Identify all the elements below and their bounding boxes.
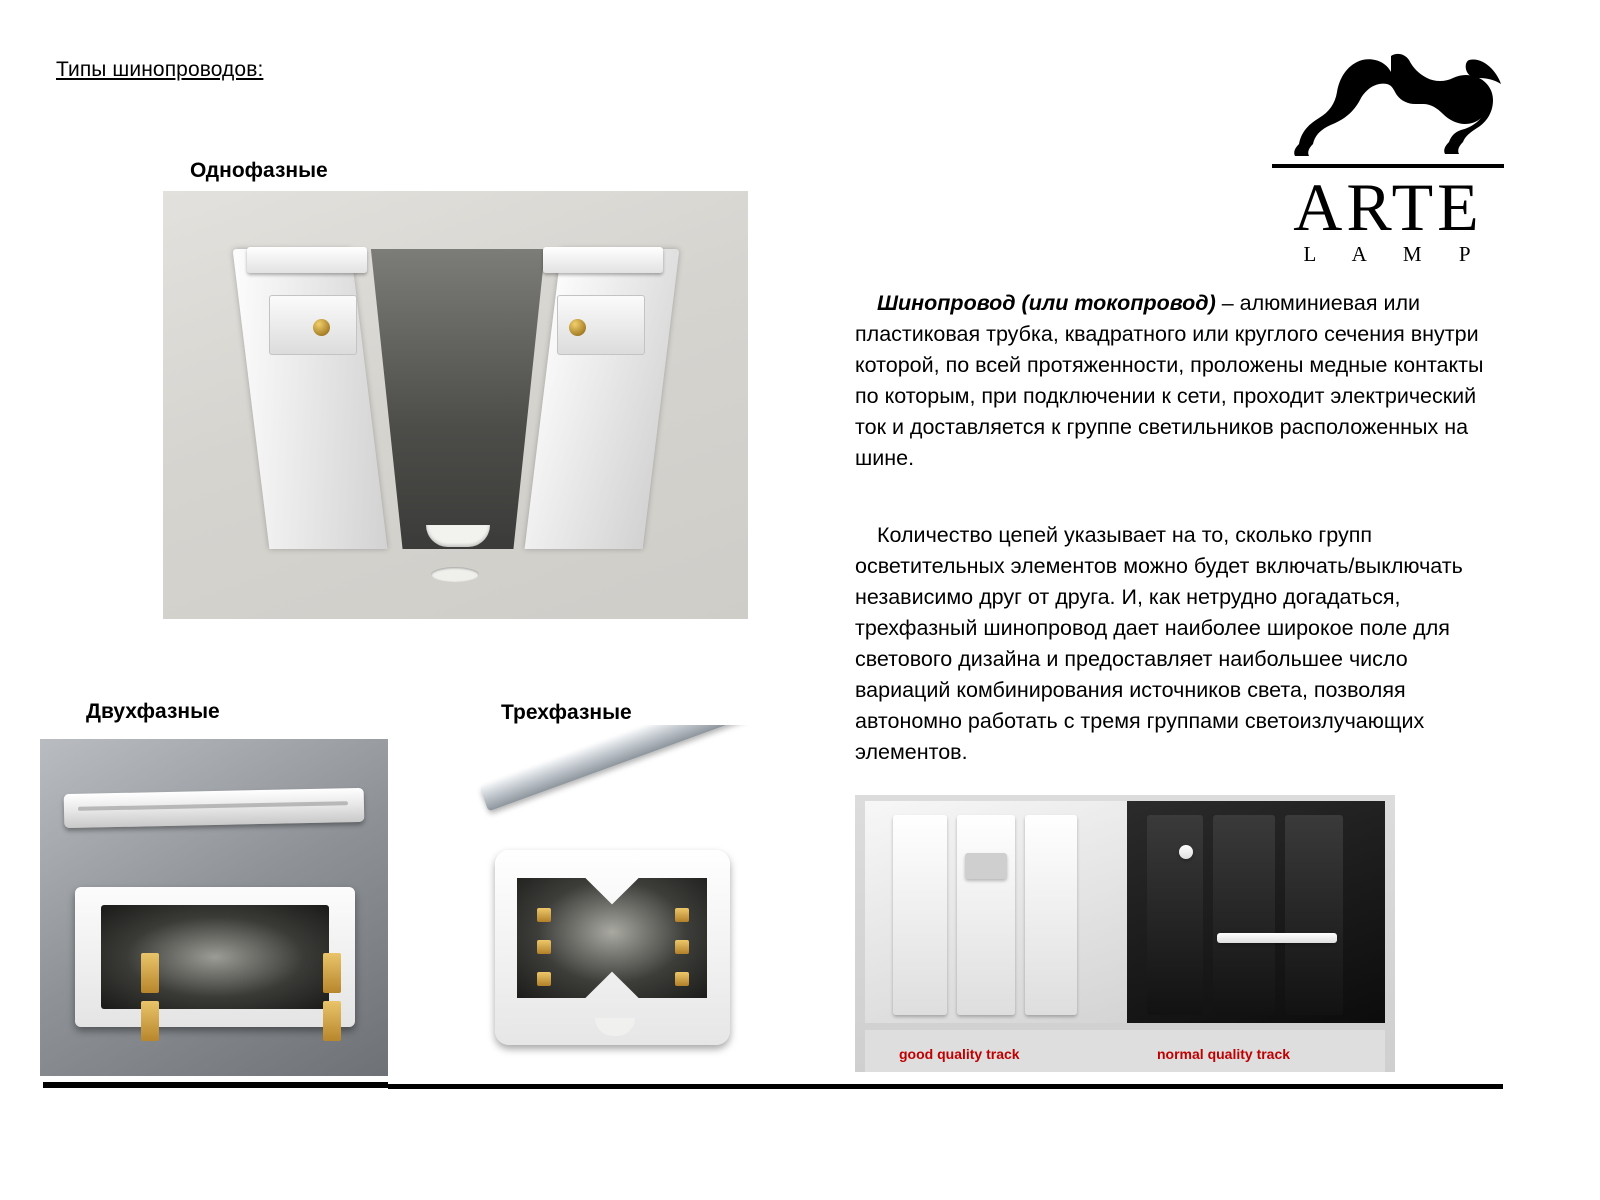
copper-contact-1: [141, 953, 159, 993]
image-two-phase-track: [40, 739, 388, 1076]
copper-contact-5: [675, 940, 689, 954]
image-single-phase-track: [163, 191, 748, 619]
label-normal-quality: normal quality track: [1157, 1046, 1291, 1062]
two-phase-rail-bar: [64, 788, 365, 828]
three-phase-cross-section: [495, 850, 730, 1045]
track-lip-left: [247, 247, 367, 273]
brass-screw-left-icon: [313, 319, 330, 336]
copper-contact-4: [323, 1001, 341, 1041]
normal-rail-hole: [1179, 845, 1193, 859]
three-phase-rail-bar: [480, 725, 771, 812]
logo-subwordmark: L A M P: [1303, 242, 1487, 266]
image-three-phase-track: [455, 725, 800, 1077]
paragraph-circuits: [855, 520, 1495, 768]
track-inner-shadow: [359, 249, 557, 549]
track-hole-1: [431, 567, 479, 582]
quality-panel-good: [865, 801, 1127, 1023]
circuits-text: Количество цепей указывает на то, сколько групп осветительных элементов можно будет включать/выключать независимо друг от друга. И, как нетрудно догадаться, трехфазный шинопровод дает наиболее широкое поле для светового дизайна и предоставляет наибольшее число вариаций комбинирования источников света, позволяя автономно работать с тремя группами светоизлучающих элементов.: [855, 523, 1463, 764]
track-wall-left: [233, 249, 388, 549]
track-lip-right: [543, 247, 663, 273]
label-good-quality: good quality track: [899, 1046, 1020, 1062]
three-phase-bottom-notch: [595, 1018, 635, 1036]
quality-panel-normal: [1127, 801, 1385, 1023]
good-rail-detail: [965, 853, 1007, 879]
copper-contact-4: [675, 908, 689, 922]
copper-contact-3: [537, 972, 551, 986]
definition-text: – алюминиевая или пластиковая трубка, квадратного или круглого сечения внутри которой, по всей протяженности, проложены медные контакты по которым, при подключении к сети, проходит электрический ток и доставляется к группе светильников расположенных на шине.: [855, 291, 1484, 470]
paragraph-definition: [855, 288, 1495, 474]
copper-contact-2: [537, 940, 551, 954]
caption-single-phase: Однофазные: [190, 159, 328, 182]
copper-contact-2: [323, 953, 341, 993]
caption-two-phase: Двухфазные: [86, 700, 220, 723]
logo-divider: [1272, 164, 1504, 168]
caption-three-phase: Трехфазные: [501, 701, 632, 724]
normal-rail-3: [1285, 815, 1343, 1015]
normal-rail-1: [1147, 815, 1203, 1015]
good-rail-1: [893, 815, 947, 1015]
single-phase-illustration: [251, 249, 661, 579]
good-rail-2: [957, 815, 1015, 1015]
copper-contact-1: [537, 908, 551, 922]
brand-logo: [1268, 52, 1508, 282]
normal-rail-2: [1213, 815, 1275, 1015]
footer-rule-right: [388, 1084, 1503, 1089]
logo-wordmark: ARTE: [1293, 169, 1483, 245]
griffin-icon: [1273, 52, 1503, 162]
footer-rule-left: [43, 1082, 388, 1088]
copper-contact-6: [675, 972, 689, 986]
copper-contact-3: [141, 1001, 159, 1041]
track-wall-right: [525, 249, 680, 549]
brass-screw-right-icon: [569, 319, 586, 336]
good-rail-3: [1025, 815, 1077, 1015]
two-phase-core: [101, 905, 329, 1009]
two-phase-cross-section: [75, 887, 355, 1027]
image-quality-comparison: [855, 795, 1395, 1072]
normal-rail-highlight: [1217, 933, 1337, 943]
term-shinoprovod: Шинопровод (или токопровод): [877, 291, 1216, 315]
page-title: Типы шинопроводов:: [56, 58, 264, 81]
